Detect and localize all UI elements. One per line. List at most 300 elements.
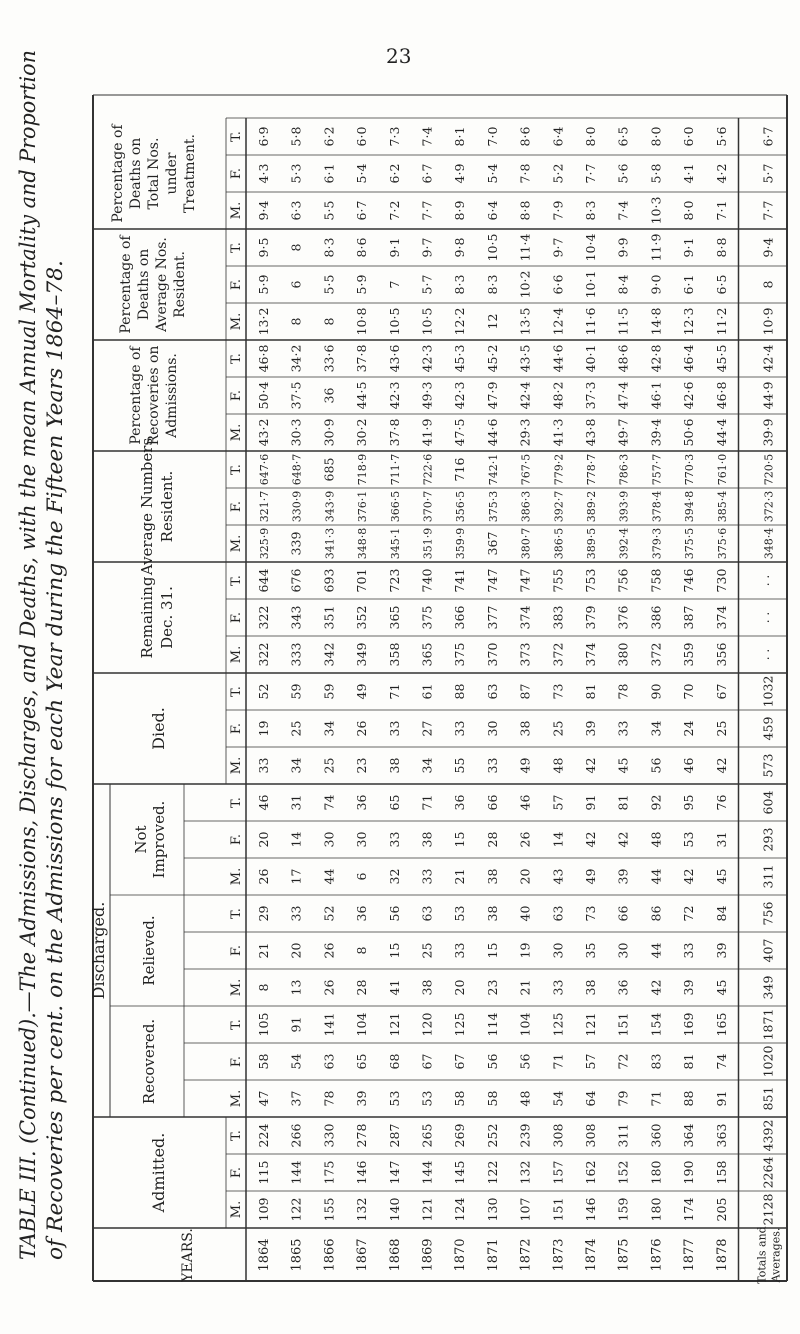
- table-cell: 49: [354, 683, 370, 700]
- table-cell: 376: [615, 605, 631, 630]
- table-cell: 6·0: [354, 126, 370, 147]
- table-cell: 30: [321, 831, 337, 848]
- table-cell: 42·4: [517, 381, 533, 410]
- table-cell: 47·9: [484, 381, 500, 410]
- table-cell: 8·1: [452, 126, 468, 147]
- table-cell: 8: [354, 946, 370, 955]
- table-cell: 644: [256, 568, 271, 593]
- table-cell: 91: [583, 794, 598, 811]
- table-cell: 20: [452, 979, 468, 996]
- table-cell: 9·1: [681, 237, 697, 258]
- table-cell: 38: [419, 979, 435, 996]
- deaths-resident-percentage-header: Resident.: [172, 251, 188, 318]
- table-cell: 9·5: [256, 237, 271, 258]
- table-cell: 33: [256, 757, 271, 774]
- sex-subheader: F.: [229, 278, 244, 291]
- table-cell: 152: [615, 1160, 631, 1185]
- table-cell: 6·1: [681, 274, 697, 295]
- table-cell: 34: [288, 757, 304, 774]
- table-cell: 365: [386, 605, 402, 630]
- table-cell: 4·9: [452, 163, 468, 184]
- remaining-header: Dec. 31.: [158, 586, 176, 649]
- sex-subheader: T.: [229, 131, 244, 142]
- table-cell: 761·0: [715, 453, 729, 486]
- table-cell: 747: [517, 568, 533, 593]
- table-cell: 33: [386, 831, 402, 848]
- table-cell: 12·3: [681, 307, 697, 336]
- table-cell: 9·8: [452, 237, 468, 258]
- table-cell: 356: [713, 642, 729, 667]
- table-cell: 718·9: [356, 453, 370, 486]
- sex-subheader: M.: [229, 201, 244, 220]
- table-cell: 38: [484, 868, 500, 885]
- table-cell: 30·2: [354, 418, 370, 447]
- year-cell: 1870: [453, 1238, 469, 1272]
- table-cell: 155: [321, 1197, 337, 1222]
- table-cell: 42·3: [452, 381, 468, 410]
- table-cell: 115: [256, 1160, 271, 1185]
- table-cell: 42: [648, 979, 664, 996]
- table-cell: 4·1: [681, 163, 697, 184]
- table-cell: 104: [517, 1012, 533, 1037]
- table-cell: 389·5: [585, 527, 598, 560]
- table-cell: 64: [583, 1090, 598, 1107]
- table-cell: 56: [517, 1053, 533, 1070]
- table-cell: 40·1: [583, 344, 598, 373]
- table-cell: 770·3: [683, 453, 697, 486]
- year-cell: 1875: [616, 1238, 632, 1272]
- year-cell: 1868: [387, 1238, 403, 1272]
- table-cell: 755: [550, 568, 566, 593]
- table-cell: 33: [452, 942, 468, 959]
- table-cell: 5·5: [321, 200, 337, 221]
- table-cell: 266: [288, 1123, 304, 1148]
- table-cell: 10·3: [648, 196, 664, 225]
- table-cell: 10·2: [517, 270, 533, 299]
- table-cell: 157: [550, 1160, 566, 1185]
- table-cell: 6: [354, 872, 370, 881]
- table-cell: 42·3: [386, 381, 402, 410]
- table-cell: 6·7: [419, 163, 435, 184]
- table-cell: 374: [517, 605, 533, 630]
- table-cell: 23: [354, 757, 370, 774]
- table-cell: 38: [484, 905, 500, 922]
- table-cell: 59: [321, 683, 337, 700]
- table-cell: 7·2: [386, 200, 402, 221]
- table-cell: 372: [550, 642, 566, 667]
- table-cell: 393·9: [617, 490, 631, 523]
- table-cell: 132: [517, 1160, 533, 1185]
- table-cell: 33: [386, 720, 402, 737]
- table-cell: 56: [484, 1053, 500, 1070]
- table-cell: 8·3: [484, 274, 500, 295]
- totals-cell: 311: [760, 864, 776, 889]
- table-cell: 380: [615, 642, 631, 667]
- years-header: YEARS.: [180, 1228, 196, 1282]
- table-cell: 786·3: [617, 453, 631, 486]
- table-cell: 79: [615, 1090, 631, 1107]
- table-cell: 95: [681, 794, 697, 811]
- table-cell: 6: [288, 280, 304, 289]
- table-cell: 372: [648, 642, 664, 667]
- table-cell: 33: [615, 720, 631, 737]
- table-cell: 15: [452, 831, 468, 848]
- table-cell: 125: [550, 1012, 566, 1037]
- table-cell: 33: [550, 979, 566, 996]
- table-cell: 753: [583, 568, 598, 593]
- table-cell: 66: [484, 794, 500, 811]
- table-cell: 124: [452, 1197, 468, 1222]
- year-cell: 1873: [551, 1238, 567, 1272]
- table-cell: 351·9: [421, 527, 435, 560]
- table-cell: 45·3: [452, 344, 468, 373]
- table-cell: 72: [615, 1053, 631, 1070]
- table-cell: 154: [648, 1012, 664, 1037]
- table-cell: 121: [419, 1197, 435, 1222]
- table-cell: 366: [452, 605, 468, 630]
- table-cell: 43·2: [256, 418, 271, 447]
- sex-subheader: F.: [229, 944, 244, 957]
- table-cell: 67: [713, 683, 729, 700]
- sex-subheader: M.: [229, 534, 244, 553]
- table-cell: 386: [648, 605, 664, 630]
- table-cell: 46·4: [681, 344, 697, 373]
- table-cell: 38: [517, 720, 533, 737]
- deaths-resident-percentage-header: Deaths on: [136, 248, 152, 321]
- table-cell: 374: [583, 642, 598, 667]
- table-cell: 7·8: [517, 163, 533, 184]
- table-cell: 756: [615, 568, 631, 593]
- sex-subheader: M.: [229, 1200, 244, 1219]
- table-cell: 343·9: [323, 490, 337, 523]
- table-cell: 345·1: [388, 527, 402, 560]
- deaths-treatment-percentage-header: Deaths on: [128, 137, 144, 210]
- table-cell: 144: [288, 1160, 304, 1185]
- table-cell: 5·7: [419, 274, 435, 295]
- table-cell: 8: [256, 983, 271, 992]
- table-cell: 107: [517, 1197, 533, 1222]
- table-cell: 37·8: [354, 344, 370, 373]
- table-cell: 366·5: [388, 490, 402, 523]
- table-cell: 36: [615, 979, 631, 996]
- table-cell: 375·3: [486, 490, 500, 523]
- table-cell: 30·3: [288, 418, 304, 447]
- sex-subheader: F.: [229, 167, 244, 180]
- table-cell: 175: [321, 1160, 337, 1185]
- deaths-treatment-percentage-header: Percentage of: [110, 124, 126, 223]
- table-cell: 26: [256, 868, 271, 885]
- table-cell: 43·6: [386, 344, 402, 373]
- year-cell: 1871: [485, 1238, 501, 1272]
- table-cell: 7·1: [713, 200, 729, 221]
- table-cell: 46: [256, 794, 271, 811]
- table-cell: 33: [288, 905, 304, 922]
- table-cell: 6·7: [354, 200, 370, 221]
- table-cell: 25: [419, 942, 435, 959]
- table-cell: 14·8: [648, 307, 664, 336]
- table-cell: 6·4: [550, 126, 566, 147]
- totals-cell: 44·9: [760, 381, 776, 410]
- table-cell: 224: [256, 1123, 271, 1148]
- table-cell: 32: [386, 868, 402, 885]
- table-cell: 120: [419, 1012, 435, 1037]
- table-cell: 333: [288, 642, 304, 667]
- table-cell: 42: [583, 831, 598, 848]
- table-cell: 104: [354, 1012, 370, 1037]
- table-cell: 648·7: [290, 453, 304, 486]
- table-cell: 17: [288, 868, 304, 885]
- table-cell: 39·4: [648, 418, 664, 447]
- table-cell: 56: [648, 757, 664, 774]
- table-cell: 141: [321, 1012, 337, 1037]
- table-cell: 56: [386, 905, 402, 922]
- table-cell: 147: [386, 1160, 402, 1185]
- table-cell: 723: [386, 568, 402, 593]
- table-cell: 81: [681, 1053, 697, 1070]
- table-cell: 348·8: [356, 527, 370, 560]
- table-cell: 50·4: [256, 381, 271, 410]
- table-cell: 8·4: [615, 274, 631, 295]
- not-improved-header: Improved.: [150, 800, 168, 879]
- table-cell: 27: [419, 720, 435, 737]
- table-cell: 90: [648, 683, 664, 700]
- table-cell: 31: [288, 794, 304, 811]
- table-cell: 162: [583, 1160, 598, 1185]
- table-cell: 43·8: [583, 418, 598, 447]
- table-cell: · ·: [761, 611, 776, 624]
- table-cell: 9·0: [648, 274, 664, 295]
- table-cell: 146: [354, 1160, 370, 1185]
- table-cell: 8·3: [452, 274, 468, 295]
- table-cell: 4·2: [713, 163, 729, 184]
- totals-cell: 2264: [760, 1156, 776, 1189]
- table-cell: 370·7: [421, 490, 435, 523]
- totals-cell: 7·7: [760, 200, 776, 221]
- table-cell: 20: [256, 831, 271, 848]
- table-cell: 6·0: [681, 126, 697, 147]
- table-title-line-2: of Recoveries per cent. on the Admissions for each Year during the Fifteen Years 1864–78.: [43, 295, 67, 1260]
- table-cell: 145: [452, 1160, 468, 1185]
- table-cell: 378·4: [650, 490, 664, 523]
- table-cell: 4·3: [256, 163, 271, 184]
- totals-cell: 407: [760, 938, 776, 963]
- table-cell: 356·5: [454, 490, 468, 523]
- table-cell: 48·6: [615, 344, 631, 373]
- table-cell: 7·7: [583, 163, 598, 184]
- table-cell: 9·4: [256, 200, 271, 221]
- totals-cell: 756: [760, 901, 776, 926]
- table-cell: 58: [452, 1090, 468, 1107]
- table-cell: 70: [681, 683, 697, 700]
- deaths-treatment-percentage-header: Treatment.: [182, 134, 198, 213]
- table-cell: 278: [354, 1123, 370, 1148]
- table-cell: 37·3: [583, 381, 598, 410]
- table-cell: 9·1: [386, 237, 402, 258]
- table-cell: 36: [452, 794, 468, 811]
- table-cell: 65: [386, 794, 402, 811]
- table-cell: 37·5: [288, 381, 304, 410]
- table-cell: 6·2: [321, 126, 337, 147]
- table-cell: 71: [386, 683, 402, 700]
- table-cell: 6·9: [256, 126, 271, 147]
- table-cell: 20: [517, 868, 533, 885]
- table-cell: 5·4: [484, 163, 500, 184]
- table-cell: 46: [517, 794, 533, 811]
- totals-label: Averages.: [769, 1227, 783, 1283]
- table-cell: 676: [288, 568, 304, 593]
- totals-cell: 1032: [760, 675, 776, 708]
- table-cell: 375: [419, 605, 435, 630]
- table-cell: 711·7: [388, 453, 402, 486]
- table-cell: 8·3: [321, 237, 337, 258]
- table-cell: 48: [648, 831, 664, 848]
- table-cell: 740: [419, 568, 435, 593]
- sex-subheader: T.: [229, 797, 244, 808]
- table-cell: 370: [484, 642, 500, 667]
- died-header: Died.: [149, 707, 168, 750]
- sex-subheader: F.: [229, 389, 244, 402]
- table-cell: 392·4: [617, 527, 631, 560]
- table-cell: 6·6: [550, 274, 566, 295]
- table-cell: 10·5: [386, 307, 402, 336]
- table-cell: 8·6: [517, 126, 533, 147]
- table-cell: 121: [583, 1012, 598, 1037]
- remaining-header: Remaining: [138, 576, 156, 659]
- table-cell: 742·1: [486, 453, 500, 486]
- table-cell: 375: [452, 642, 468, 667]
- table-cell: 360: [648, 1123, 664, 1148]
- table-cell: 252: [484, 1123, 500, 1148]
- table-cell: 45·5: [713, 344, 729, 373]
- table-cell: 341·3: [323, 527, 337, 560]
- table-cell: 52: [256, 683, 271, 700]
- table-cell: 389·2: [585, 490, 598, 523]
- table-cell: 19: [256, 720, 271, 737]
- sex-subheader: M.: [229, 756, 244, 775]
- table-cell: 42: [615, 831, 631, 848]
- table-cell: 5·6: [713, 126, 729, 147]
- table-cell: 71: [419, 794, 435, 811]
- table-cell: 44·6: [484, 418, 500, 447]
- admitted-header: Admitted.: [149, 1132, 168, 1213]
- totals-cell: 372·3: [762, 490, 776, 523]
- totals-cell: 573: [760, 753, 776, 778]
- table-cell: 44: [321, 868, 337, 885]
- table-cell: 40: [517, 905, 533, 922]
- table-cell: 132: [354, 1197, 370, 1222]
- table-cell: 8·0: [648, 126, 664, 147]
- table-cell: 39: [681, 979, 697, 996]
- totals-cell: 348·4: [762, 527, 776, 560]
- table-cell: 287: [386, 1123, 402, 1148]
- deaths-treatment-percentage-header: Total Nos.: [146, 137, 162, 210]
- recoveries-percentage-header: Admissions.: [164, 353, 180, 438]
- deaths-resident-percentage-header: Average Nos.: [154, 237, 170, 332]
- table-cell: 49: [583, 868, 598, 885]
- table-cell: 39: [354, 1090, 370, 1107]
- table-cell: 8·8: [713, 237, 729, 258]
- table-cell: 61: [419, 683, 435, 700]
- table-cell: 38: [386, 757, 402, 774]
- sex-subheader: T.: [229, 353, 244, 364]
- table-cell: 339: [288, 531, 304, 556]
- table-cell: 9·7: [550, 237, 566, 258]
- table-cell: · ·: [761, 648, 776, 661]
- table-cell: 6·2: [386, 163, 402, 184]
- table-cell: 7·4: [615, 200, 631, 221]
- year-cell: 1869: [420, 1238, 436, 1272]
- table-cell: 21: [256, 942, 271, 959]
- sex-subheader: M.: [229, 1089, 244, 1108]
- table-cell: 5·2: [550, 163, 566, 184]
- table-cell: 5·9: [256, 274, 271, 295]
- table-cell: 47·4: [615, 381, 631, 410]
- table-cell: 7·0: [484, 126, 500, 147]
- table-cell: 91: [288, 1016, 304, 1033]
- table-cell: 380·7: [519, 527, 533, 560]
- table-cell: 701: [354, 568, 370, 593]
- table-cell: 88: [452, 683, 468, 700]
- table-cell: 48·2: [550, 381, 566, 410]
- sex-subheader: T.: [229, 908, 244, 919]
- table-cell: 45·2: [484, 344, 500, 373]
- totals-cell: 2128: [760, 1193, 776, 1226]
- table-cell: 757·7: [650, 453, 664, 486]
- table-cell: 377: [484, 605, 500, 630]
- sex-subheader: T.: [229, 1019, 244, 1030]
- table-cell: 42: [713, 757, 729, 774]
- table-cell: 41·3: [550, 418, 566, 447]
- totals-cell: 4392: [760, 1119, 776, 1152]
- table-cell: 180: [648, 1160, 664, 1185]
- table-cell: 722·6: [421, 453, 435, 486]
- table-cell: 379: [583, 605, 598, 630]
- table-cell: 359·9: [454, 527, 468, 560]
- table-cell: 376·1: [356, 490, 370, 523]
- table-cell: 6·5: [615, 126, 631, 147]
- table-cell: 71: [550, 1053, 566, 1070]
- table-cell: 30: [484, 720, 500, 737]
- table-cell: 25: [550, 720, 566, 737]
- table-cell: 146: [583, 1197, 598, 1222]
- table-cell: 11·9: [648, 233, 664, 262]
- table-cell: 151: [615, 1012, 631, 1037]
- table-cell: 44: [648, 868, 664, 885]
- table-cell: 39: [713, 942, 729, 959]
- table-cell: 59: [288, 683, 304, 700]
- table-cell: 73: [583, 905, 598, 922]
- year-cell: 1864: [257, 1238, 272, 1272]
- table-cell: 29·3: [517, 418, 533, 447]
- table-cell: 114: [484, 1012, 500, 1037]
- table-cell: 44·5: [354, 381, 370, 410]
- table-cell: 36: [321, 387, 337, 404]
- table-cell: 190: [681, 1160, 697, 1185]
- totals-cell: 10·9: [760, 307, 776, 336]
- table-cell: 88: [681, 1090, 697, 1107]
- table-cell: 67: [419, 1053, 435, 1070]
- year-cell: 1878: [714, 1238, 730, 1272]
- table-cell: 9·9: [615, 237, 631, 258]
- table-cell: 57: [583, 1053, 598, 1070]
- table-cell: 125: [452, 1012, 468, 1037]
- table-cell: 5·3: [288, 163, 304, 184]
- table-cell: 55: [452, 757, 468, 774]
- table-cell: 45: [615, 757, 631, 774]
- table-cell: 53: [419, 1090, 435, 1107]
- year-cell: 1866: [322, 1238, 338, 1272]
- table-cell: 330·9: [290, 490, 304, 523]
